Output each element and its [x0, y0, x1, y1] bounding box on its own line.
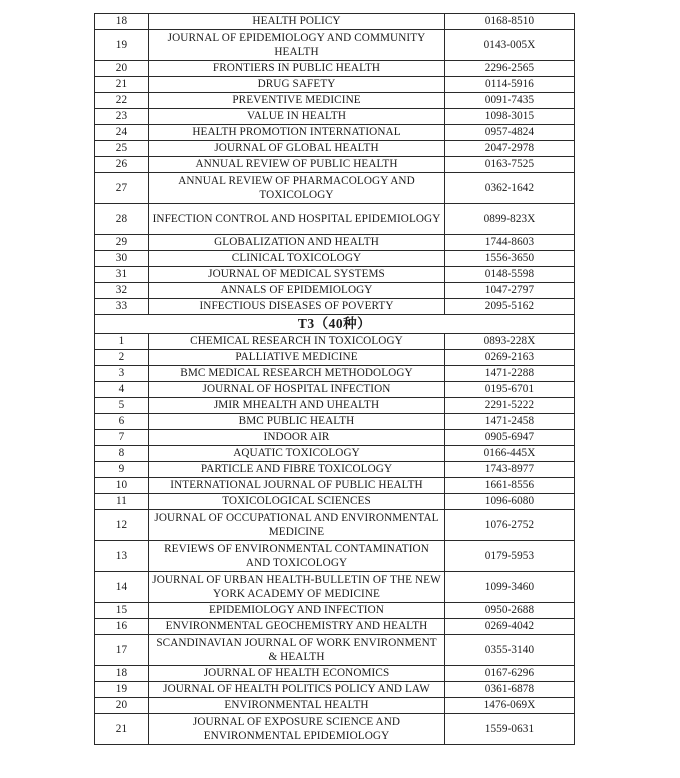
section-heading: T3（40种）	[95, 315, 575, 334]
journal-title: PARTICLE AND FIBRE TOXICOLOGY	[149, 462, 445, 478]
journal-title: JOURNAL OF HEALTH ECONOMICS	[149, 666, 445, 682]
table-row	[95, 366, 575, 382]
table-row	[95, 173, 575, 204]
row-number: 8	[95, 446, 149, 462]
journal-title: TOXICOLOGICAL SCIENCES	[149, 494, 445, 510]
table-body-t2	[95, 14, 575, 315]
table-row	[95, 510, 575, 541]
issn: 1076-2752	[445, 510, 575, 541]
row-number: 28	[95, 204, 149, 235]
row-number: 17	[95, 635, 149, 666]
issn: 1099-3460	[445, 572, 575, 603]
row-number: 10	[95, 478, 149, 494]
journal-title: JOURNAL OF GLOBAL HEALTH	[149, 141, 445, 157]
row-number: 19	[95, 682, 149, 698]
journal-title: JOURNAL OF EPIDEMIOLOGY AND COMMUNITY HEALTH	[149, 30, 445, 61]
section-heading-row	[95, 315, 575, 334]
row-number: 14	[95, 572, 149, 603]
issn: 2291-5222	[445, 398, 575, 414]
journal-title: AQUATIC TOXICOLOGY	[149, 446, 445, 462]
issn: 0091-7435	[445, 93, 575, 109]
issn: 0957-4824	[445, 125, 575, 141]
journal-title: INTERNATIONAL JOURNAL OF PUBLIC HEALTH	[149, 478, 445, 494]
table-row	[95, 109, 575, 125]
journal-title: JOURNAL OF MEDICAL SYSTEMS	[149, 267, 445, 283]
table-row	[95, 350, 575, 366]
issn: 1471-2288	[445, 366, 575, 382]
row-number: 9	[95, 462, 149, 478]
row-number: 32	[95, 283, 149, 299]
row-number: 3	[95, 366, 149, 382]
issn: 1556-3650	[445, 251, 575, 267]
issn: 0361-6878	[445, 682, 575, 698]
row-number: 7	[95, 430, 149, 446]
issn: 0148-5598	[445, 267, 575, 283]
table-row	[95, 682, 575, 698]
row-number: 6	[95, 414, 149, 430]
journal-title: INFECTION CONTROL AND HOSPITAL EPIDEMIOLOGY	[149, 204, 445, 235]
issn: 2047-2978	[445, 141, 575, 157]
issn: 0163-7525	[445, 157, 575, 173]
journal-title: BMC MEDICAL RESEARCH METHODOLOGY	[149, 366, 445, 382]
journal-title: CHEMICAL RESEARCH IN TOXICOLOGY	[149, 334, 445, 350]
issn: 0950-2688	[445, 603, 575, 619]
row-number: 21	[95, 77, 149, 93]
table-row	[95, 666, 575, 682]
table-row	[95, 204, 575, 235]
journal-title: EPIDEMIOLOGY AND INFECTION	[149, 603, 445, 619]
table-row	[95, 141, 575, 157]
table-row	[95, 494, 575, 510]
table-row	[95, 14, 575, 30]
row-number: 2	[95, 350, 149, 366]
table-row	[95, 446, 575, 462]
issn: 0179-5953	[445, 541, 575, 572]
table-row	[95, 30, 575, 61]
row-number: 31	[95, 267, 149, 283]
issn: 0167-6296	[445, 666, 575, 682]
table-row	[95, 267, 575, 283]
issn: 1047-2797	[445, 283, 575, 299]
journal-title: JOURNAL OF HEALTH POLITICS POLICY AND LAW	[149, 682, 445, 698]
journal-title: REVIEWS OF ENVIRONMENTAL CONTAMINATION AND TOXICOLOGY	[149, 541, 445, 572]
journal-title: GLOBALIZATION AND HEALTH	[149, 235, 445, 251]
row-number: 24	[95, 125, 149, 141]
journal-title: BMC PUBLIC HEALTH	[149, 414, 445, 430]
row-number: 20	[95, 698, 149, 714]
journal-title: ENVIRONMENTAL GEOCHEMISTRY AND HEALTH	[149, 619, 445, 635]
journal-title: PREVENTIVE MEDICINE	[149, 93, 445, 109]
table-row	[95, 251, 575, 267]
issn: 0166-445X	[445, 446, 575, 462]
table-row	[95, 283, 575, 299]
journal-title: JOURNAL OF EXPOSURE SCIENCE AND ENVIRONMENTAL EPIDEMIOLOGY	[149, 714, 445, 745]
issn: 0269-2163	[445, 350, 575, 366]
journal-table	[94, 13, 575, 745]
table-row	[95, 235, 575, 251]
table-row	[95, 61, 575, 77]
row-number: 22	[95, 93, 149, 109]
journal-title: JOURNAL OF URBAN HEALTH-BULLETIN OF THE NEW YORK ACADEMY OF MEDICINE	[149, 572, 445, 603]
table-row	[95, 125, 575, 141]
issn: 0899-823X	[445, 204, 575, 235]
row-number: 21	[95, 714, 149, 745]
row-number: 11	[95, 494, 149, 510]
table-row	[95, 714, 575, 745]
row-number: 15	[95, 603, 149, 619]
table-row	[95, 77, 575, 93]
issn: 0114-5916	[445, 77, 575, 93]
journal-title: INFECTIOUS DISEASES OF POVERTY	[149, 299, 445, 315]
journal-title: JMIR MHEALTH AND UHEALTH	[149, 398, 445, 414]
issn: 2296-2565	[445, 61, 575, 77]
row-number: 30	[95, 251, 149, 267]
table-row	[95, 334, 575, 350]
table-row	[95, 619, 575, 635]
journal-title: ANNUAL REVIEW OF PUBLIC HEALTH	[149, 157, 445, 173]
journal-title: SCANDINAVIAN JOURNAL OF WORK ENVIRONMENT & HEALTH	[149, 635, 445, 666]
issn: 2095-5162	[445, 299, 575, 315]
journal-title: PALLIATIVE MEDICINE	[149, 350, 445, 366]
row-number: 27	[95, 173, 149, 204]
issn: 1743-8977	[445, 462, 575, 478]
issn: 1098-3015	[445, 109, 575, 125]
issn: 0362-1642	[445, 173, 575, 204]
table-row	[95, 478, 575, 494]
table-body-t3	[95, 334, 575, 745]
issn: 1661-8556	[445, 478, 575, 494]
row-number: 18	[95, 14, 149, 30]
row-number: 25	[95, 141, 149, 157]
journal-title: DRUG SAFETY	[149, 77, 445, 93]
journal-title: ENVIRONMENTAL HEALTH	[149, 698, 445, 714]
journal-title: INDOOR AIR	[149, 430, 445, 446]
table-row	[95, 93, 575, 109]
journal-title: FRONTIERS IN PUBLIC HEALTH	[149, 61, 445, 77]
journal-title: ANNUAL REVIEW OF PHARMACOLOGY AND TOXICOLOGY	[149, 173, 445, 204]
row-number: 16	[95, 619, 149, 635]
row-number: 23	[95, 109, 149, 125]
table-row	[95, 698, 575, 714]
issn: 0893-228X	[445, 334, 575, 350]
journal-title: VALUE IN HEALTH	[149, 109, 445, 125]
issn: 0905-6947	[445, 430, 575, 446]
journal-title: ANNALS OF EPIDEMIOLOGY	[149, 283, 445, 299]
table-row	[95, 398, 575, 414]
issn: 0143-005X	[445, 30, 575, 61]
issn: 0269-4042	[445, 619, 575, 635]
table-row	[95, 414, 575, 430]
table-row	[95, 299, 575, 315]
row-number: 12	[95, 510, 149, 541]
table-row	[95, 462, 575, 478]
table-row	[95, 430, 575, 446]
journal-title: HEALTH POLICY	[149, 14, 445, 30]
row-number: 13	[95, 541, 149, 572]
journal-title: JOURNAL OF HOSPITAL INFECTION	[149, 382, 445, 398]
journal-title: HEALTH PROMOTION INTERNATIONAL	[149, 125, 445, 141]
row-number: 18	[95, 666, 149, 682]
issn: 1471-2458	[445, 414, 575, 430]
row-number: 20	[95, 61, 149, 77]
row-number: 19	[95, 30, 149, 61]
table-row	[95, 635, 575, 666]
journal-title: CLINICAL TOXICOLOGY	[149, 251, 445, 267]
issn: 0168-8510	[445, 14, 575, 30]
row-number: 5	[95, 398, 149, 414]
issn: 0355-3140	[445, 635, 575, 666]
row-number: 4	[95, 382, 149, 398]
row-number: 29	[95, 235, 149, 251]
table-row	[95, 603, 575, 619]
table-row	[95, 157, 575, 173]
table-row	[95, 382, 575, 398]
journal-title: JOURNAL OF OCCUPATIONAL AND ENVIRONMENTAL MEDICINE	[149, 510, 445, 541]
issn: 1559-0631	[445, 714, 575, 745]
issn: 1744-8603	[445, 235, 575, 251]
table-row	[95, 541, 575, 572]
issn: 1096-6080	[445, 494, 575, 510]
row-number: 1	[95, 334, 149, 350]
row-number: 26	[95, 157, 149, 173]
table-row	[95, 572, 575, 603]
row-number: 33	[95, 299, 149, 315]
issn: 0195-6701	[445, 382, 575, 398]
issn: 1476-069X	[445, 698, 575, 714]
